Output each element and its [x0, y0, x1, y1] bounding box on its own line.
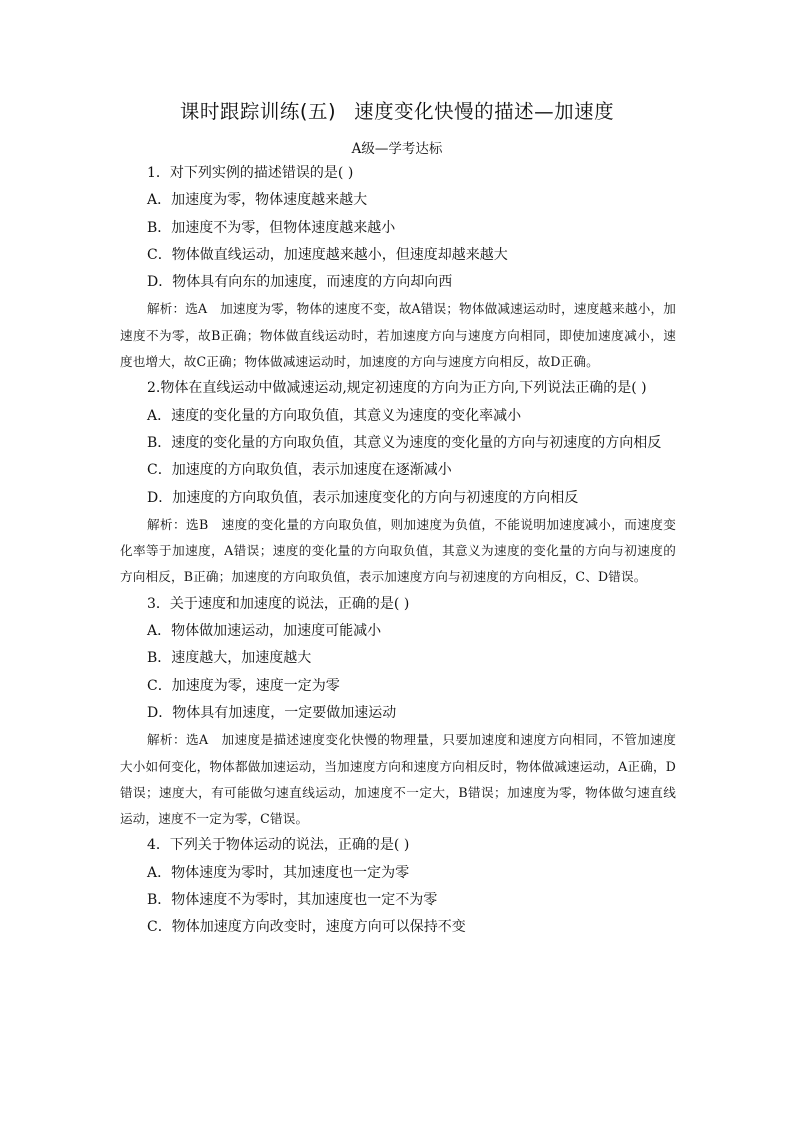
question-3-option-a: A．物体做加速运动，加速度可能减小	[147, 623, 382, 640]
question-4-option-a: A．物体速度为零时，其加速度也一定为零	[147, 864, 410, 881]
question-1-solution: 解析：选A 加速度为零，物体的速度不变，故A错误；物体做减速运动时，速度越来越小，加速度不为零，故B正确；物体做直线运动时，若加速度方向与速度方向相同，即使加速度减小，速度也增大，故C正确；物体做减速运动时，加速度的方向与速度方向相反，故D正确。	[120, 301, 676, 370]
question-3-option-d: D．物体具有加速度，一定要做加速运动	[147, 704, 397, 721]
question-1-option-c: C．物体做直线运动，加速度越来越小，但速度却越来越大	[147, 246, 508, 263]
question-4-option-b: B．物体速度不为零时，其加速度也一定不为零	[147, 892, 438, 909]
question-3-solution: 解析：选A 加速度是描述速度变化快慢的物理量，只要加速度和速度方向相同，不管加速度大小如何变化，物体都做加速运动，当加速度方向和速度方向相反时，物体做减速运动，A正确，D错误；速度大，有可能做匀速直线运动，加速度不一定大，B错误；加速度为零，物体做匀速直线运动，速度不一定为零，C错误。	[120, 732, 676, 827]
question-4-stem: 4．下列关于物体运动的说法，正确的是( )	[147, 837, 410, 854]
question-3-option-c: C．加速度为零，速度一定为零	[147, 677, 340, 694]
question-2-option-a: A．速度的变化量的方向取负值，其意义为速度的变化率减小	[147, 407, 522, 424]
page-title	[0, 96, 794, 124]
question-2-option-c: C．加速度的方向取负值，表示加速度在逐渐减小	[147, 462, 452, 479]
question-1-stem: 1．对下列实例的描述错误的是( )	[147, 165, 354, 181]
question-3-option-b: B．速度越大，加速度越大	[147, 650, 312, 667]
question-list	[120, 160, 676, 942]
question-3-stem: 3．关于速度和加速度的说法，正确的是( )	[147, 595, 410, 612]
title-topic: 速度变化快慢的描述—加速度	[354, 100, 615, 123]
question-2-option-b: B．速度的变化量的方向取负值，其意义为速度的变化量的方向与初速度的方向相反	[147, 434, 662, 451]
question-1-option-d: D．物体具有向东的加速度，而速度的方向却向西	[147, 274, 453, 291]
title-lesson: 课时跟踪训练(五)	[179, 100, 337, 123]
question-1-option-b: B．加速度不为零，但物体速度越来越小	[147, 219, 396, 236]
question-2-option-d: D．加速度的方向取负值，表示加速度变化的方向与初速度的方向相反	[147, 489, 579, 506]
question-2-stem: 2.物体在直线运动中做减速运动,规定初速度的方向为正方向,下列说法正确的是( )	[147, 380, 647, 397]
question-2-solution: 解析：选B 速度的变化量的方向取负值，则加速度为负值，不能说明加速度减小，而速度变化率等于加速度，A错误；速度的变化量的方向取负值，其意义为速度的变化量的方向与初速度的方向相反，B正确；加速度的方向取负值，表示加速度方向与初速度的方向相反，C、D错误。	[120, 516, 676, 585]
question-1-option-a: A．加速度为零，物体速度越来越大	[147, 192, 368, 209]
section-heading: A级—学考达标	[351, 141, 443, 157]
question-4-option-c: C．物体加速度方向改变时，速度方向可以保持不变	[147, 919, 466, 936]
